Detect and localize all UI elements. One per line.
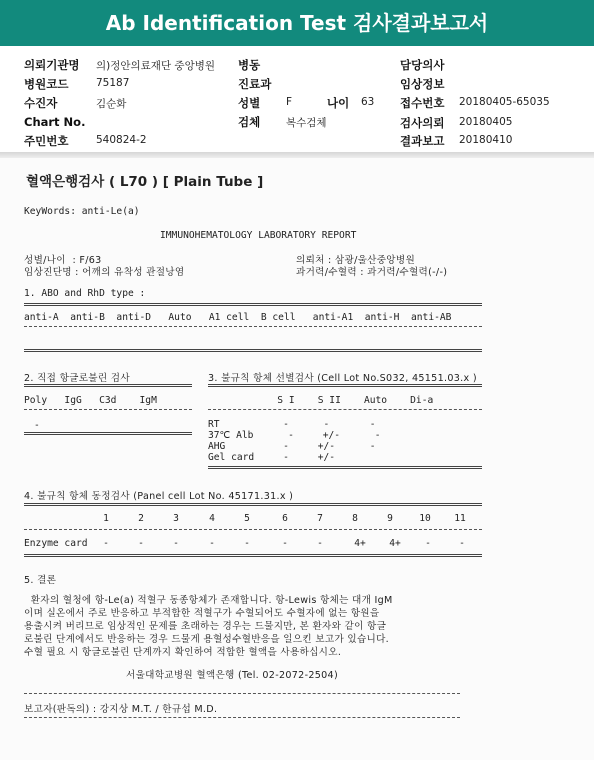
receipt-no-label: 접수번호 [400, 96, 445, 110]
resident-no-value: 540824-2 [96, 134, 147, 146]
section3-row: Gel card - +/- [208, 452, 336, 463]
panel-result: - [138, 538, 144, 549]
panel-result: - [244, 538, 250, 549]
sex-age-line: 성별/나이 : F/63 [24, 255, 102, 266]
conclusion-line: 용출시켜 버리므로 임상적인 문제를 초래하는 경우는 드물지만, 본 환자와 같이 항글 [24, 621, 387, 632]
panel-cell-number: 1 [103, 513, 109, 524]
patient-info-block [0, 46, 594, 154]
requester-line: 의뢰처 : 삼광/울산중앙병원 [296, 255, 416, 266]
panel-result: 4+ [389, 538, 401, 549]
age-label: 나이 [327, 96, 350, 110]
section3-title: 3. 불규칙 항체 선별검사 (Cell Lot No.S032, 45151.03.x ) [208, 373, 477, 384]
section3-header: S I S II Auto Di-a [208, 395, 434, 406]
section1-title: 1. ABO and RhD type : [24, 288, 146, 299]
specimen-label: 검체 [238, 115, 261, 129]
conclusion-line: 로불린 단계에서도 반응하는 경우 드물게 용혈성수혈반응을 일으킨 보고가 있습니다. [24, 634, 390, 645]
panel-cell-number: 6 [282, 513, 288, 524]
history-line: 과거력/수혈력 : 과거력/수혈력(-/-) [296, 267, 448, 278]
chart-no-label: Chart No. [24, 115, 86, 129]
institution-label: 의뢰기관명 [24, 58, 80, 72]
ward-label: 병동 [238, 58, 261, 72]
rule [24, 409, 192, 410]
lab-title: IMMUNOHEMATOLOGY LABORATORY REPORT [160, 230, 357, 241]
section2-columns: Poly IgG C3d IgM [24, 395, 157, 406]
panel-cell-number: 3 [173, 513, 179, 524]
panel-cell-number: 11 [454, 513, 466, 524]
hospital-code-value: 75187 [96, 77, 130, 89]
rule [24, 303, 482, 306]
resident-no-label: 주민번호 [24, 134, 69, 148]
section3-row: 37℃ Alb - +/- - [208, 430, 381, 441]
panel-cell-number: 2 [138, 513, 144, 524]
rule [24, 326, 482, 327]
rule [24, 384, 192, 387]
reporter-line: 보고자(판독의) : 강지상 M.T. / 한규섭 M.D. [24, 704, 218, 715]
rule [24, 717, 460, 718]
conclusion-line: 수혈 필요 시 항글로불린 단계까지 확인하여 적합한 혈액을 사용하십시오. [24, 647, 342, 658]
request-date-label: 검사의뢰 [400, 116, 445, 130]
rule [208, 384, 482, 387]
panel-result: - [317, 538, 323, 549]
rule [24, 693, 460, 694]
specimen-value: 복수검체 [286, 117, 327, 129]
section5-title: 5. 결론 [24, 575, 57, 586]
section1-columns: anti-A anti-B anti-D Auto A1 cell B cell anti-A1 anti-H anti-AB [24, 312, 452, 323]
receipt-no-value: 20180405-65035 [459, 96, 550, 108]
rule [24, 529, 482, 530]
panel-cell-number: 4 [209, 513, 215, 524]
panel-cell-number: 8 [352, 513, 358, 524]
panel-cell-number: 9 [387, 513, 393, 524]
sex-value: F [286, 96, 293, 108]
institution-value: 의)정안의료재단 중앙병원 [96, 60, 216, 72]
patient-label: 수진자 [24, 96, 58, 110]
request-date-value: 20180405 [459, 116, 513, 128]
panel-result: 4+ [354, 538, 366, 549]
section3-row: AHG - +/- - [208, 441, 376, 452]
panel-result: - [103, 538, 109, 549]
keywords: KeyWords: anti-Le(a) [24, 206, 140, 217]
panel-result: - [282, 538, 288, 549]
diagnosis-line: 임상진단명 : 어깨의 유착성 관절낭염 [24, 267, 185, 278]
report-header [0, 0, 594, 46]
age-value: 63 [361, 96, 375, 108]
report-title: Ab Identification Test 검사결과보고서 [105, 11, 489, 35]
section2-value: - [34, 420, 40, 431]
rule [208, 409, 482, 410]
enzyme-card-label: Enzyme card [24, 538, 88, 549]
department-label: 진료과 [238, 77, 272, 91]
report-date-label: 결과보고 [400, 134, 445, 148]
panel-result: - [459, 538, 465, 549]
panel-cell-number: 10 [419, 513, 431, 524]
lab-report-sheet [0, 158, 594, 760]
section2-title: 2. 직접 항글로불린 검사 [24, 373, 130, 384]
patient-value: 김순화 [96, 98, 127, 110]
rule [24, 503, 482, 506]
clinical-info-label: 임상정보 [400, 77, 445, 91]
sex-label: 성별 [238, 96, 261, 110]
rule [24, 349, 482, 352]
conclusion-line: 환자의 혈청에 항-Le(a) 적혈구 동종항체가 존재합니다. 항-Lewis 항체는 대개 IgM [24, 595, 393, 606]
panel-cell-number: 5 [244, 513, 250, 524]
lab-contact: 서울대학교병원 혈액은행 (Tel. 02-2072-2504) [126, 670, 338, 681]
conclusion-line: 이며 실온에서 주로 반응하고 부적합한 적혈구가 수혈되어도 수혈자에 없는 항원을 [24, 608, 380, 619]
hospital-code-label: 병원코드 [24, 77, 69, 91]
panel-result: - [209, 538, 215, 549]
rule [208, 466, 482, 469]
rule [24, 554, 482, 557]
panel-result: - [425, 538, 431, 549]
report-date-value: 20180410 [459, 134, 513, 146]
sheet-title: 혈액은행검사 ( L70 ) [ Plain Tube ] [26, 174, 264, 190]
doctor-label: 담당의사 [400, 58, 445, 72]
panel-cell-number: 7 [317, 513, 323, 524]
section3-row: RT - - - [208, 419, 376, 430]
panel-result: - [173, 538, 179, 549]
rule [24, 432, 192, 435]
section4-title: 4. 불규칙 항체 동정검사 (Panel cell Lot No. 45171.31.x ) [24, 491, 294, 502]
